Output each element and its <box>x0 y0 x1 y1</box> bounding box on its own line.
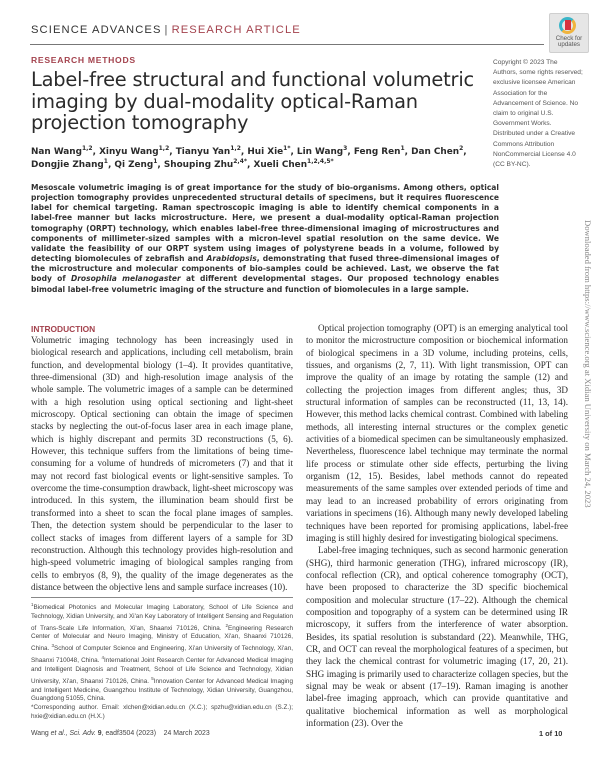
author[interactable]: Hui Xie$^{1*}$ <box>247 145 291 157</box>
author[interactable]: Feng Ren$^1$ <box>353 145 405 157</box>
abstract: Mesoscale volumetric imaging is of great importance for the study of bio-organisms. Among others, optical projection tomography provides unprecedented structural details of specimens, but it requires fluorescence label for chemical targeting. Raman spectroscopic imaging is able to identify chemical components in a label-free manner but lacks microstructure. Here, we present a dual-modality optical-Raman projection tomography (ORPT) technology, which enables label-free three-dimensional imaging of microstructures and components of millimeter-sized samples with a micron-level spatial resolution on the same device. We validate the feasibility of our ORPT system using images of polystyrene beads in a volume, followed by detecting biomolecules of zebrafish and Arabidopsis, demonstrating that fused three-dimensional images of the microstructure and molecular components of bio-samples could be achieved. Last, we observe the fat body of Drosophila melanogaster at different developmental stages. Our proposed technology enables bimodal label-free volumetric imaging of the structure and function of biomolecules in a large sample. <box>31 183 499 294</box>
article-title: Label-free structural and functional volumetric imaging by dual-modality optical-Raman projection tomography <box>31 68 474 135</box>
author[interactable]: Xueli Chen$^{1,2,4,5*}$ <box>253 157 334 170</box>
article-type: RESEARCH ARTICLE <box>171 24 301 36</box>
section-label: RESEARCH METHODS <box>31 55 136 65</box>
body-paragraph: Optical projection tomography (OPT) is an emerging analytical tool to monitor the microstructure composition or biochemical information of biological specimens in a 3D volume, including proteins, cells, tissues, and organisms (2, 7, 11). With light transmission, OPT can improve the quality of an image by rotating the sample (12) and collecting the projection images from different angles; thus, 3D structural information of samples can be reconstructed (11, 13, 14). However, this method lacks chemical contrast. Combined with labeling methods, all interesting internal structures or the complex genetic activities of a biomedical specimen can be simultaneously emphasized. Nevertheless, fluorescence label technique may terminate the normal life process or stimulate other side effects, perturbing the living organism (12, 15). Besides, label methods cannot do repeated measurements of the same samples over extended periods of time and may lead to an increased probability of errors originating from variations in specimens (16). Although many newly developed labeling techniques have been reported for promising applications, label-free imaging is still highly desired for investigating biological specimens. <box>306 323 568 543</box>
author[interactable]: Shouping Zhu$^{2,4*}$ <box>163 157 248 170</box>
check-for-updates-button[interactable] <box>549 13 589 53</box>
page-number: 1 of 10 <box>539 729 563 738</box>
crossmark-ribbon-icon <box>565 20 571 30</box>
author[interactable]: Tianyu Yan$^{1,2}$ <box>175 145 241 157</box>
copyright-notice: Copyright © 2023 The Authors, some rights reserved; exclusive licensee American Association for the Advancement of Science. No claim to original U.S. Government Works. Distributed under a Creative Commons Attribution NonCommercial License 4.0 (CC BY-NC). <box>493 59 583 169</box>
author[interactable]: Qi Zeng$^1$ <box>114 157 158 170</box>
affiliations-footnote: $^1$Biomedical Photonics and Molecular Imaging Laboratory, School of Life Science and Technology, Xidian University, and Xi'an Key Laboratory of Intelligent Sensing and Regulation of Trans-Scale Life Information, Xi'an, Shaanxi 710126, China. $^2$Engineering Research Center of Molecular and Neuro Imaging, Ministry of Education, Xi'an, Shaanxi 710126, China. $^3$School of Computer Science and Engineering, Xi'an University of Technology, Xi'an, Shaanxi 710048, China. $^4$International Joint Research Center for Advanced Medical Imaging and Intelligent Diagnosis and Treatment, School of Life Science and Technology, Xidian University, Xi'an, Shaanxi 710126, China. $^5$Innovation Center for Advanced Medical Imaging and Intelligent Medicine, Guangzhou Institute of Technology, Xidian University, Guangzhou, Guangdong 51055, China. *Corresponding author. Email: xlchen@xidian.edu.cn (X.C.); spzhu@xidian.edu.cn (S.Z.); hxie@xidian.edu.cn (H.X.) <box>31 602 294 720</box>
body-column-right <box>306 322 568 729</box>
journal-header <box>31 24 301 36</box>
body-column-left <box>31 334 293 593</box>
journal-name[interactable]: SCIENCE ADVANCES <box>31 24 162 36</box>
author[interactable]: Dan Chen$^2$ <box>411 145 464 157</box>
author[interactable]: Xinyu Wang$^{1,2}$ <box>99 145 170 157</box>
author-list: Nan Wang$^{1,2}$, Xinyu Wang$^{1,2}$, Tianyu Yan$^{1,2}$, Hui Xie$^{1*}$, Lin Wang$^3$, Feng Ren$^1$, Dan Chen$^2$, Dongjie Zhang$^1$, Qi Zeng$^1$, Shouping Zhu$^{2,4*}$, Xueli Chen$^{1,2,4,5*}$ <box>31 145 467 170</box>
body-paragraph: Label-free imaging techniques, such as second harmonic generation (SHG), third harmonic generation (THG), infrared microscopy (IR), confocal reflection (CR), and optical coherence tomography (OCT), have been proposed to characterize the 3D specific biochemical composition and molecular structure (17–22). Although the chemical composition and topography of a system can be determined using IR microscopy, it suffers from the interference of water absorption. Besides, its spatial resolution is substandard (22). Meanwhile, THG, CR, and OCT can reveal the morphological features of a specimen, but they lack the chemical contrast for volumetric imaging (17, 20, 21). SHG imaging is primarily used to characterize collagen species, but the signal may be weak or absent (17–19). Raman imaging is another label-free imaging approach, which can provide quantitative and qualitative biochemical information as well as morphological information (23). Over the <box>306 545 568 728</box>
header-separator: | <box>164 24 169 36</box>
download-watermark: Downloaded from https://www.science.org at Xidian University on March 24, 2023 <box>583 220 593 508</box>
citation-footer: Wang et al., Sci. Adv. 9, eadf3504 (2023) 24 March 2023 <box>31 730 210 737</box>
corresponding-author[interactable]: *Corresponding author. Email: xlchen@xidian.edu.cn (X.C.); spzhu@xidian.edu.cn (S.Z.); hxie@xidian.edu.cn (H.X.) <box>31 704 293 720</box>
author[interactable]: Lin Wang$^3$ <box>296 145 348 157</box>
header-divider <box>30 44 544 45</box>
introduction-heading: INTRODUCTION <box>31 324 96 334</box>
body-paragraph: Volumetric imaging technology has been increasingly used in biological research and applications, including cell metabolism, brain function, and developmental biology (1–4). It provides quantitative, three-dimensional (3D) and high-resolution image analysis of the whole sample. The volumetric images of a sample can be determined with a high resolution using optical sectioning and light-sheet microscopy. Optical sectioning can obtain the image of specimen stacks by neglecting the out-of-focus laser area in each image plane, which is highly discrepant and permits 3D reconstructions (5, 6). However, this technique suffers from the limitations of being time-consuming for a volume of hundreds of micrometers (7) and that it may not record fast biological events or light-sensitive samples. To overcome the time-consumption drawback, light-sheet microscopy was introduced. In this system, the illumination beam should first be transformed into a sheet to scan the focal plane images of samples. Then, the detection system should be perpendicular to the laser to collect stacks of images from different layers of a sample for 3D reconstruction. Although this technology provides high-resolution and high-speed volumetric imaging of biological samples ranging from cells to embryos (8, 9), the quality of the image degenerates as the distance between the objective lens and sample surface increases (10). <box>31 335 293 592</box>
check-for-updates-label: Check for updates <box>555 35 583 49</box>
author[interactable]: Dongjie Zhang$^1$ <box>31 157 108 170</box>
footnote-divider <box>31 597 293 598</box>
author[interactable]: Nan Wang$^{1,2}$ <box>31 145 93 157</box>
